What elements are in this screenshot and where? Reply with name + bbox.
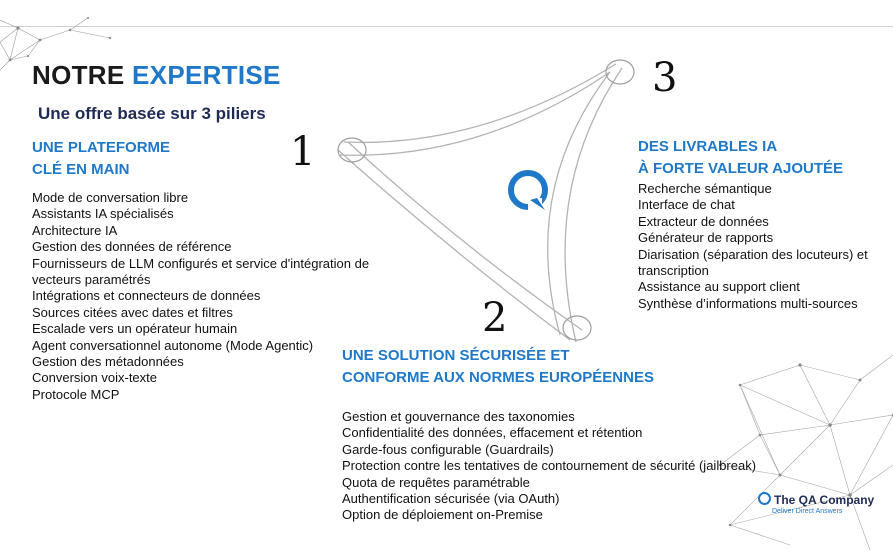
list-item: Sources citées avec dates et filtres: [32, 304, 233, 320]
list-item: Architecture IA: [32, 222, 118, 238]
list-item: Recherche sémantique: [638, 181, 772, 196]
list-item: Synthèse d’informations multi-sources: [638, 295, 858, 311]
list-item: Conversion voix-texte: [32, 370, 157, 386]
pillar-2-heading-line: UNE SOLUTION SÉCURISÉE ET: [342, 347, 570, 364]
list-item: transcription: [638, 263, 709, 279]
list-item: Agent conversationnel autonome (Mode Agentic): [32, 337, 314, 353]
pillar-3-heading-line: DES LIVRABLES IA: [638, 138, 778, 155]
top-divider-line: [0, 26, 893, 27]
logo-name: The QA Company: [774, 493, 875, 507]
list-item: Fournisseurs de LLM configurés et service d'intégration de: [32, 255, 370, 271]
pillar-2-heading-line: CONFORME AUX NORMES EUROPÉENNES: [342, 369, 654, 386]
list-item: Option de déploiement on-Premise: [342, 507, 543, 523]
list-item: Assistance au support client: [638, 279, 800, 295]
pillar-3-list: [638, 181, 868, 312]
list-item: Escalade vers un opérateur humain: [32, 321, 238, 337]
list-item: Gestion et gouvernance des taxonomies: [342, 409, 575, 424]
pillar-3-number: 3: [652, 55, 678, 101]
list-item: Extracteur de données: [638, 213, 769, 229]
list-item: Mode de conversation libre: [32, 190, 189, 205]
pillar-2-heading: [342, 345, 654, 389]
list-item: Quota de requêtes paramétrable: [342, 474, 530, 490]
qa-company-emblem-icon: [511, 173, 545, 210]
list-item: Diarisation (séparation des locuteurs) et: [638, 246, 868, 262]
list-item: vecteurs paramétrés: [32, 272, 151, 288]
pillar-3-heading-line: À FORTE VALEUR AJOUTÉE: [638, 160, 844, 177]
pillar-2-number: 2: [482, 295, 508, 341]
list-item: Confidentialité des données, effacement et rétention: [342, 425, 643, 441]
logo-tagline: Deliver Direct Answers: [772, 508, 843, 515]
list-item: Protection contre les tentatives de contournement de sécurité (jailbreak): [342, 458, 757, 474]
list-item: Garde-fous configurable (Guardrails): [342, 441, 554, 457]
list-item: Gestion des métadonnées: [32, 354, 184, 370]
pillar-1-heading-line: CLÉ EN MAIN: [32, 161, 130, 178]
page-subtitle: Une offre basée sur 3 piliers: [38, 104, 266, 123]
list-item: Authentification sécurisée (via OAuth): [342, 491, 560, 507]
pillar-3-heading: [638, 136, 843, 180]
logo-ring-icon: [758, 492, 771, 505]
list-item: Intégrations et connecteurs de données: [32, 288, 261, 304]
list-item: Interface de chat: [638, 197, 735, 213]
pillar-1-list: [32, 190, 369, 403]
pillar-2-list: [342, 409, 756, 524]
list-item: Gestion des données de référence: [32, 239, 232, 255]
title-part-1: NOTRE: [32, 60, 125, 90]
title-part-2: EXPERTISE: [132, 60, 281, 90]
page-title: [32, 60, 281, 91]
pillar-1-heading: [32, 137, 170, 181]
list-item: Générateur de rapports: [638, 230, 774, 246]
pillar-1-number: 1: [290, 129, 316, 175]
company-logo: [758, 491, 874, 515]
list-item: Assistants IA spécialisés: [32, 206, 174, 222]
pillar-1-heading-line: UNE PLATEFORME: [32, 139, 171, 156]
list-item: Protocole MCP: [32, 386, 120, 402]
